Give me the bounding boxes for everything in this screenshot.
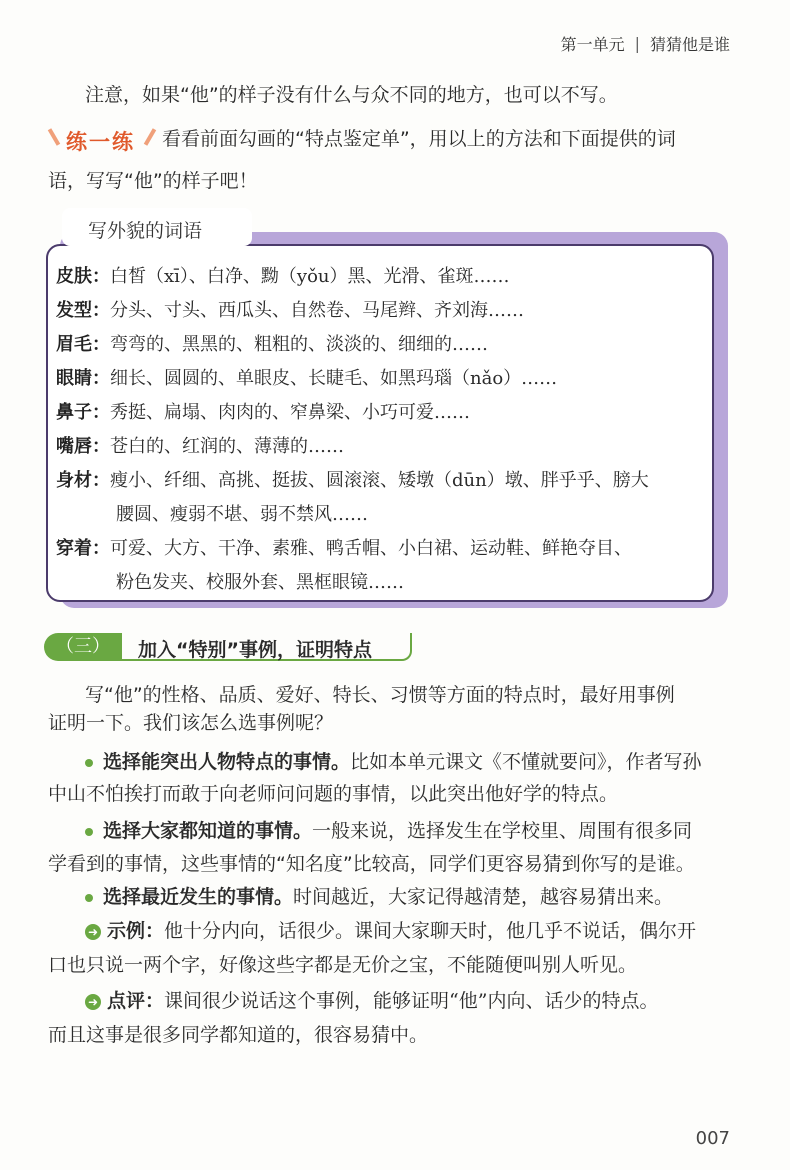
- vocab-key: 身材：: [56, 470, 110, 491]
- bullet-2: [85, 822, 692, 841]
- vocab-value: 可爱、大方、干净、素雅、鸭舌帽、小白裙、运动鞋、鲜艳夺目、: [110, 538, 632, 559]
- example-label: 示例：: [107, 920, 165, 942]
- practice-accent-right: [144, 128, 156, 146]
- unit-label: 第一单元: [560, 35, 625, 54]
- vocab-row-skin: [56, 262, 510, 288]
- bullet-dot: [85, 894, 93, 902]
- bullet-bold: 选择能突出人物特点的事情。: [103, 751, 351, 773]
- vocab-row-clothing-cont: 粉色发夹、校服外套、黑框眼镜……: [116, 572, 404, 593]
- bullet-bold: 选择大家都知道的事情。: [103, 820, 313, 842]
- bullet-text: 时间越近，大家记得越清楚，越容易猜出来。: [293, 886, 674, 908]
- vocab-row-lips: [56, 432, 344, 458]
- section-title-text: 加入“特别”事例，证明特点: [138, 639, 372, 661]
- bullet-bold: 选择最近发生的事情。: [103, 886, 294, 908]
- vocab-value: 弯弯的、黑黑的、粗粗的、淡淡的、细细的……: [110, 334, 488, 355]
- arrow-right-icon: ➜: [85, 924, 101, 940]
- para1-line-2: 证明一下。我们该怎么选事例呢？: [48, 712, 334, 734]
- vocab-row-eyes: [56, 364, 557, 390]
- comment-line-2: 而且这事是很多同学都知道的，很容易猜中。: [48, 1024, 429, 1046]
- header-separator: |: [634, 34, 640, 53]
- vocab-value: 细长、圆圆的、单眼皮、长睫毛、如黑玛瑙（nǎo）……: [110, 368, 558, 389]
- para1-line-1: 写“他”的性格、品质、爱好、特长、习惯等方面的特点时，最好用事例: [85, 684, 675, 706]
- vocab-key: 鼻子：: [56, 402, 110, 423]
- vocab-card-title: [62, 208, 252, 246]
- vocab-key: 眉毛：: [56, 334, 110, 355]
- practice-line-1: 看看前面勾画的“特点鉴定单”，用以上的方法和下面提供的词: [162, 128, 676, 150]
- section-title: [122, 633, 412, 661]
- vocab-value: 白皙（xī）、白净、黝（yǒu）黑、光滑、雀斑……: [110, 266, 510, 287]
- bullet-text: 一般来说，选择发生在学校里、周围有很多同: [312, 820, 693, 842]
- practice-tag: [48, 126, 156, 156]
- lesson-title: 猜猜他是谁: [649, 35, 730, 54]
- vocab-key: 眼睛：: [56, 368, 110, 389]
- vocab-value: 秀挺、扁塌、肉肉的、窄鼻梁、小巧可爱……: [110, 402, 470, 423]
- bullet-1: [85, 753, 702, 772]
- vocab-row-clothing: [56, 534, 632, 560]
- bullet-3: [85, 888, 673, 907]
- vocab-row-hair: [56, 296, 524, 322]
- page-number: 007: [695, 1128, 730, 1149]
- vocab-value: 分头、寸头、西瓜头、自然卷、马尾辫、齐刘海……: [110, 300, 524, 321]
- bullet-dot: [85, 759, 93, 767]
- vocab-row-figure-cont: 腰圆、瘦弱不堪、弱不禁风……: [116, 504, 368, 525]
- bullet-text: 比如本单元课文《不懂就要问》，作者写孙: [350, 751, 702, 773]
- example-line-2: 口也只说一两个字，好像这些字都是无价之宝，不能随便叫别人听见。: [48, 954, 638, 976]
- practice-label: 练一练: [66, 130, 135, 154]
- comment-text: 课间很少说话这个事例，能够证明“他”内向、话少的特点。: [164, 990, 659, 1012]
- vocab-key: 发型：: [56, 300, 110, 321]
- vocab-value: 瘦小、纤细、高挑、挺拔、圆滚滚、矮墩（dūn）墩、胖乎乎、膀大: [110, 470, 649, 491]
- section-number: （三）: [44, 633, 122, 661]
- vocab-row-nose: [56, 398, 470, 424]
- comment-label: 点评：: [107, 990, 165, 1012]
- practice-accent-left: [48, 128, 60, 146]
- vocab-key: 皮肤：: [56, 266, 110, 287]
- vocab-key: 穿着：: [56, 538, 110, 559]
- example-text: 他十分内向，话很少。课间大家聊天时，他几乎不说话，偶尔开: [164, 920, 697, 942]
- practice-line-2: 语，写写“他”的样子吧！: [48, 170, 258, 192]
- intro-paragraph: 注意，如果“他”的样子没有什么与众不同的地方，也可以不写。: [85, 84, 618, 106]
- arrow-right-icon: ➜: [85, 994, 101, 1010]
- vocab-row-eyebrows: [56, 330, 488, 356]
- bullet-2-line-2: 学看到的事情，这些事情的“知名度”比较高，同学们更容易猜到你写的是谁。: [48, 853, 695, 875]
- vocab-key: 嘴唇：: [56, 436, 110, 457]
- vocab-value: 苍白的、红润的、薄薄的……: [110, 436, 344, 457]
- vocab-row-figure: [56, 466, 649, 492]
- vocab-title-text: 写外貌的词语: [88, 220, 203, 242]
- comment-line-1: [85, 992, 658, 1011]
- page-header: [561, 32, 730, 55]
- bullet-1-line-2: 中山不怕挨打而敢于向老师问问题的事情，以此突出他好学的特点。: [48, 783, 619, 805]
- example-line-1: [85, 922, 696, 941]
- bullet-dot: [85, 828, 93, 836]
